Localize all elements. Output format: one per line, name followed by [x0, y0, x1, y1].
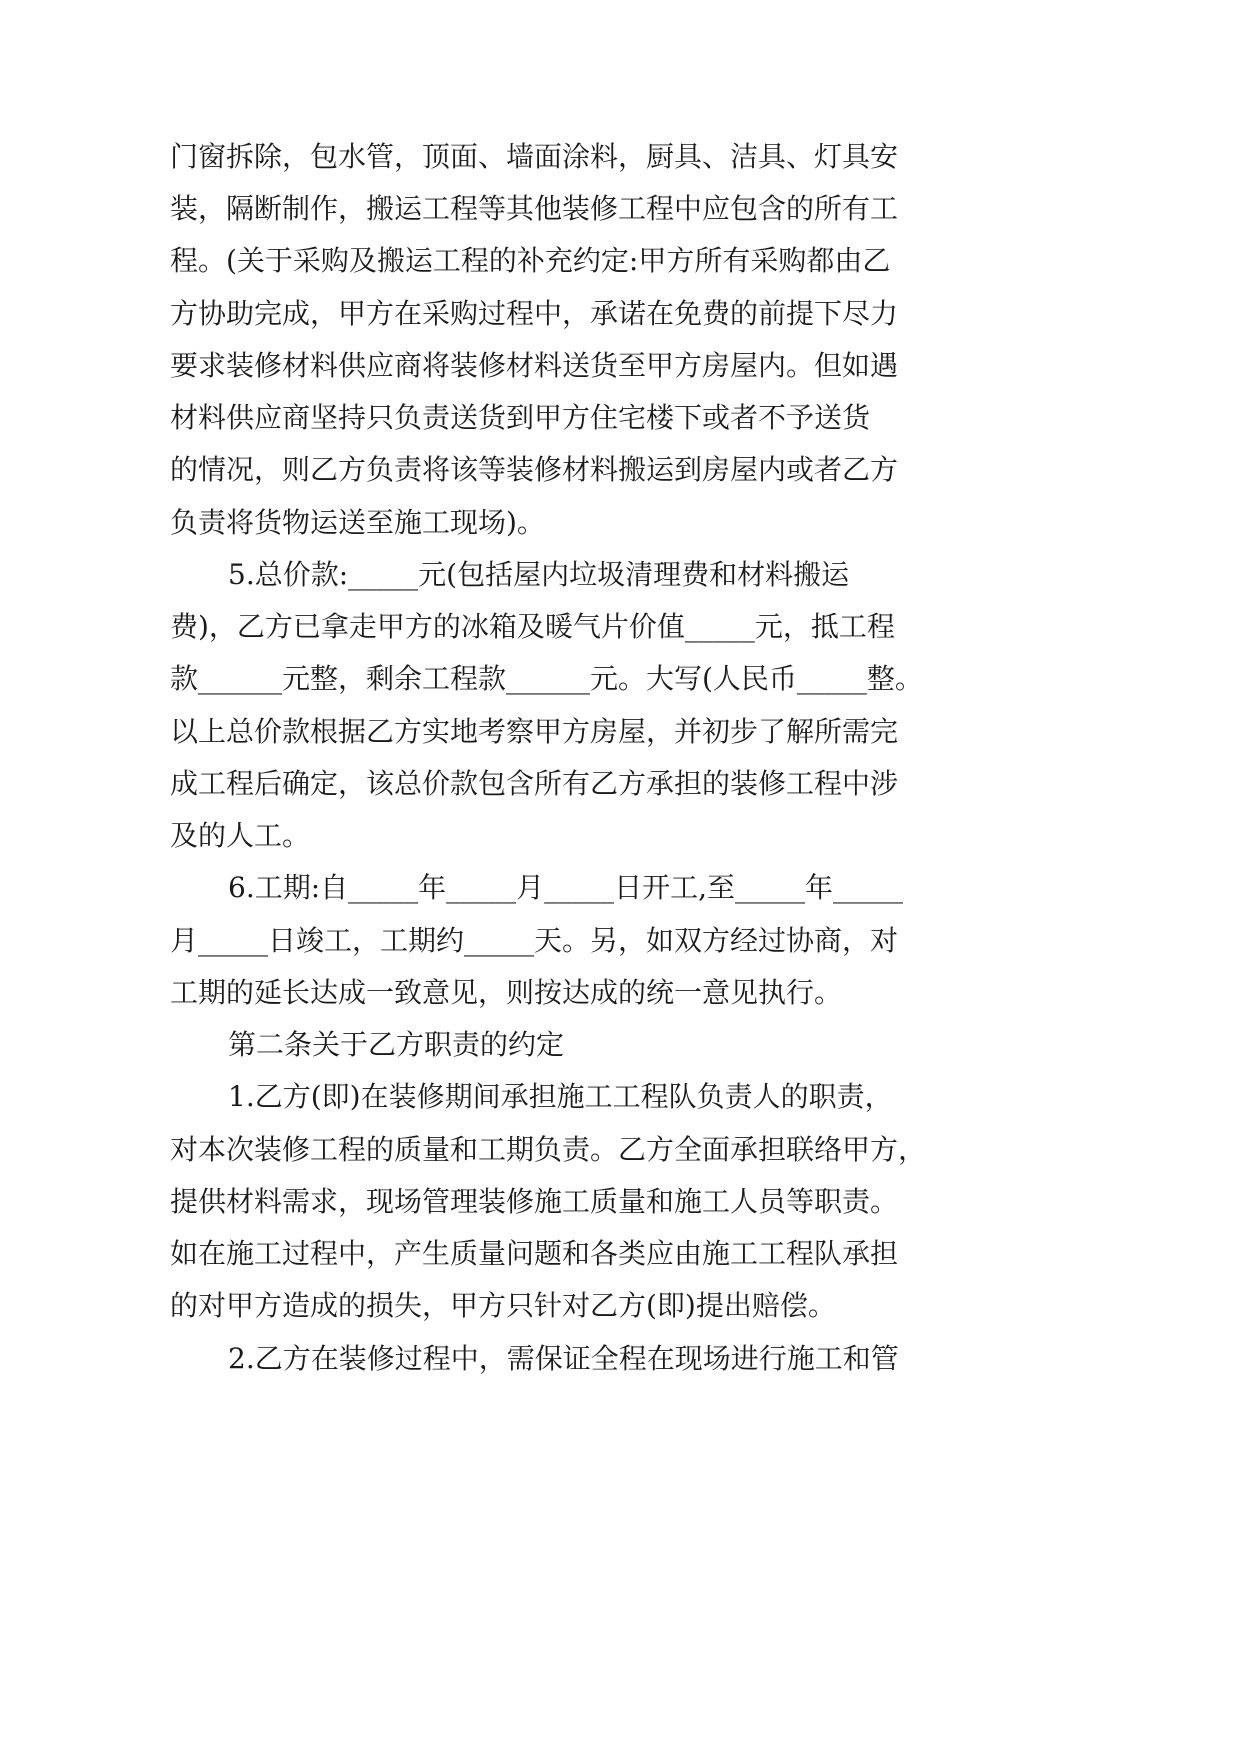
paragraph-line: 方协助完成，甲方在采购过程中，承诺在免费的前提下尽力 — [170, 297, 899, 330]
section-heading: 第二条关于乙方职责的约定 — [228, 1028, 565, 1061]
clause-2-line: 2.乙方在装修过程中，需保证全程在现场进行施工和管 — [228, 1342, 899, 1375]
paragraph-line: 装，隔断制作，搬运工程等其他装修工程中应包含的所有工 — [170, 192, 899, 225]
paragraph-line: 如在施工过程中，产生质量问题和各类应由施工工程队承担 — [170, 1237, 899, 1270]
paragraph-line: 月_____日竣工，工期约_____天。另，如双方经过协商，对 — [170, 924, 899, 957]
paragraph-line: 门窗拆除，包水管，顶面、墙面涂料，厨具、洁具、灯具安 — [170, 140, 899, 173]
clause-6-line: 6.工期:自_____年_____月_____日开工,至_____年_____ — [228, 871, 904, 904]
clause-5-line: 5.总价款:_____元(包括屋内垃圾清理费和材料搬运 — [228, 558, 850, 591]
paragraph-line: 负责将货物运送至施工现场)。 — [170, 506, 545, 539]
paragraph-line: 成工程后确定，该总价款包含所有乙方承担的装修工程中涉 — [170, 767, 899, 800]
paragraph-line: 提供材料需求，现场管理装修施工质量和施工人员等职责。 — [170, 1185, 899, 1218]
paragraph-line: 的情况，则乙方负责将该等装修材料搬运到房屋内或者乙方 — [170, 453, 899, 486]
paragraph-line: 费)，乙方已拿走甲方的冰箱及暖气片价值_____元，抵工程 — [170, 610, 895, 643]
paragraph-line: 款______元整，剩余工程款______元。大写(人民币_____整。 — [170, 662, 923, 695]
paragraph-line: 的对甲方造成的损失，甲方只针对乙方(即)提出赔偿。 — [170, 1289, 836, 1322]
paragraph-line: 对本次装修工程的质量和工期负责。乙方全面承担联络甲方， — [170, 1133, 927, 1166]
paragraph-line: 及的人工。 — [170, 819, 311, 852]
paragraph-line: 工期的延长达成一致意见，则按达成的统一意见执行。 — [170, 976, 843, 1009]
paragraph-line: 材料供应商坚持只负责送货到甲方住宅楼下或者不予送货 — [170, 401, 871, 434]
paragraph-line: 要求装修材料供应商将装修材料送货至甲方房屋内。但如遇 — [170, 349, 899, 382]
paragraph-line: 以上总价款根据乙方实地考察甲方房屋，并初步了解所需完 — [170, 715, 899, 748]
clause-1-line: 1.乙方(即)在装修期间承担施工工程队负责人的职责， — [228, 1080, 893, 1113]
paragraph-line: 程。(关于采购及搬运工程的补充约定:甲方所有采购都由乙 — [170, 244, 891, 277]
